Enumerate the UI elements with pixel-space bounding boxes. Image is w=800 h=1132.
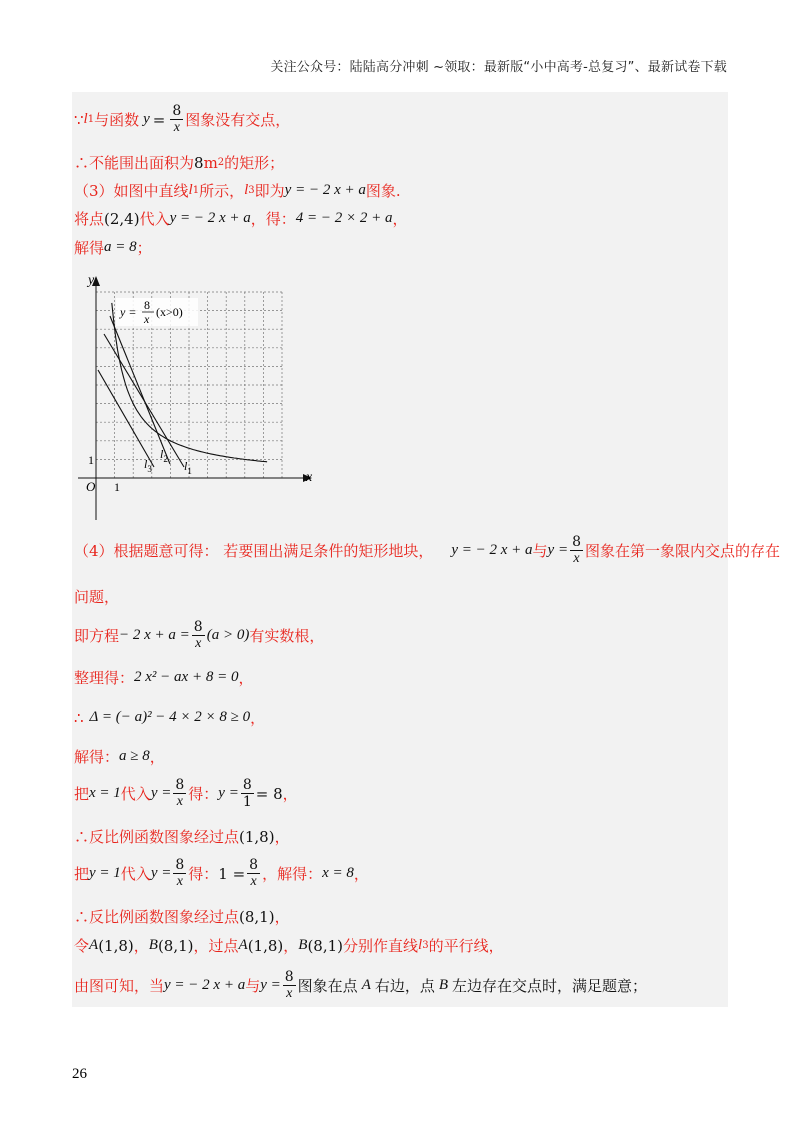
text: ， [274, 828, 290, 846]
math-expr: y = [218, 785, 239, 801]
fraction-8-over-x [173, 778, 186, 809]
text: 代入 [120, 865, 151, 883]
text: ， [353, 865, 369, 883]
math-expr: y = − 2 x + a [164, 977, 246, 993]
denominator: x [250, 874, 257, 889]
math-point: (8,1) [157, 936, 194, 955]
text: ， [282, 785, 298, 803]
math-eq: = [152, 110, 166, 129]
text: 解得： [74, 748, 120, 766]
y-axis-label: y [88, 273, 95, 288]
fraction-8-over-x [173, 858, 186, 889]
page-header: 关注公众号：陆陆高分冲刺 ~领取：最新版“小中高考-总复习”、最新试卷下载 [270, 60, 727, 75]
hyperbola-curve [112, 303, 267, 462]
point-A: A [89, 937, 99, 953]
math-expr: y = [150, 785, 172, 801]
line-10 [74, 707, 265, 728]
text: 即为 [254, 182, 285, 200]
text: 图象在第一象限内交点的存在 [584, 542, 780, 560]
numerator: 8 [175, 777, 185, 793]
math-expr: y = − 2 x + a [284, 182, 366, 198]
text: 代入 [120, 785, 151, 803]
page-number: 26 [72, 1066, 87, 1082]
math-expr: (a > 0) [206, 627, 250, 643]
math-l: l [418, 937, 423, 953]
text: 将点 [74, 210, 105, 228]
text: 图象在点 [297, 977, 358, 995]
math-l: l [244, 182, 249, 198]
point-B: B [148, 937, 158, 953]
math-expr: y = − 2 x + a [451, 542, 533, 558]
text: 由图可知，当 [74, 977, 165, 995]
fraction-8-over-x [283, 970, 296, 1001]
text: ∴反比例函数图象经过点 [74, 908, 240, 926]
math-point: (1,8) [247, 936, 284, 955]
math-expr: 2 x² − ax + 8 = 0 [134, 669, 239, 685]
text: ； [136, 239, 152, 257]
denominator: x [173, 120, 180, 135]
text: ，过点 [193, 937, 239, 955]
text: 所示， [199, 182, 245, 200]
unit: m [203, 153, 218, 172]
denominator: x [573, 551, 580, 566]
line-16 [74, 935, 504, 956]
text: 问题， [74, 588, 120, 606]
math-point: (1,8) [239, 827, 275, 846]
point-A: A [238, 937, 248, 953]
fraction-8-over-x [170, 104, 183, 135]
text: 把 [74, 785, 90, 803]
line-6 [74, 535, 780, 566]
curve-label-den: x [144, 312, 150, 326]
text: ∴反比例函数图象经过点 [74, 828, 240, 846]
denominator: x [176, 874, 183, 889]
text: ，解得： [262, 865, 323, 883]
line-14 [74, 858, 369, 889]
denominator: x [286, 986, 293, 1001]
numerator: 8 [284, 969, 294, 985]
text: ，得： [250, 210, 296, 228]
text: 的平行线， [428, 937, 504, 955]
math-expr: a = 8 [104, 239, 137, 255]
label-l3: $l_3$ [144, 457, 152, 474]
text: ， [133, 937, 149, 955]
math-expr: y = [150, 865, 172, 881]
text: 即方程 [74, 627, 120, 645]
math-expr: x = 1 [89, 785, 121, 801]
math-expr: a ≥ 8 [119, 748, 150, 764]
y-tick-1: 1 [88, 453, 94, 467]
line-7 [74, 586, 119, 607]
subscript: 3 [248, 185, 255, 196]
text: 图象没有交点， [185, 111, 291, 129]
subscript: 3 [422, 940, 429, 951]
line-1 [74, 104, 290, 135]
text: 分别作直线 [343, 937, 419, 955]
math-y: y [143, 111, 150, 127]
numerator: 8 [193, 619, 203, 635]
math-point: (8,1) [307, 936, 343, 955]
text: 得： [188, 785, 219, 803]
superscript: 2 [217, 157, 225, 168]
x-axis-label: x [306, 470, 313, 485]
curve-label-cond: (x>0) [156, 305, 183, 319]
text: 整理得： [74, 669, 135, 687]
math-point: (1,8) [98, 936, 134, 955]
math-expr: Δ = (− a)² − 4 × 2 × 8 ≥ 0 [89, 709, 251, 725]
text: 把 [74, 865, 90, 883]
math-expr: 1 = [218, 864, 246, 883]
subscript: 1 [192, 185, 200, 196]
text: 与 [532, 542, 548, 560]
text: ， [283, 937, 299, 955]
text: （3）如图中直线 [74, 182, 189, 200]
math-point: (8,1) [239, 907, 275, 926]
text: 有实数根， [249, 627, 325, 645]
line-11 [74, 746, 165, 767]
math-expr: y = [260, 977, 281, 993]
denominator: x [176, 794, 183, 809]
text: ， [250, 709, 266, 727]
function-graph-figure [74, 262, 324, 524]
line-8 [74, 620, 324, 651]
text: ， [238, 669, 254, 687]
line-5 [74, 237, 152, 258]
label-l1: $l_1$ [184, 459, 192, 476]
text: 图象. [365, 182, 401, 200]
origin-label: O [86, 479, 96, 494]
math-expr: y = 1 [89, 865, 121, 881]
text: ， [149, 748, 165, 766]
subscript: 1 [87, 114, 95, 125]
label-l2: $l_2$ [160, 447, 168, 464]
text: 的矩形； [224, 154, 285, 172]
math-expr: − 2 x + a = [119, 627, 190, 643]
text: 左边存在交点时，满足题意； [452, 977, 648, 995]
denominator: 1 [242, 794, 252, 810]
text: 解得 [74, 239, 105, 257]
math-l: l [83, 111, 88, 127]
text: （4）根据题意可得： 若要围出满足条件的矩形地块， [74, 542, 434, 560]
text: ∵ [74, 110, 84, 129]
fraction-8-over-x [192, 620, 205, 651]
math-expr: 4 = − 2 × 2 + a [295, 210, 393, 226]
math: 8 [194, 153, 204, 172]
line-13 [74, 826, 290, 847]
text: 右边，点 [374, 977, 435, 995]
curve-label-num: 8 [144, 298, 150, 312]
fraction-8-over-1 [241, 778, 254, 809]
line-15 [74, 906, 290, 927]
line-3 [74, 180, 401, 201]
denominator: x [195, 636, 202, 651]
text: 代入 [139, 210, 170, 228]
text: ∴不能围出面积为 [74, 154, 195, 172]
numerator: 8 [172, 103, 182, 119]
fraction-8-over-x [570, 535, 583, 566]
math-l: l [188, 182, 193, 198]
point-A: A [361, 977, 371, 993]
line-9 [74, 667, 253, 688]
text: 与函数 [94, 111, 140, 129]
text: 与 [245, 977, 261, 995]
numerator: 8 [249, 857, 259, 873]
math-expr: y = − 2 x + a [169, 210, 251, 226]
fraction-8-over-x [247, 858, 260, 889]
numerator: 8 [572, 534, 581, 550]
text: ， [392, 210, 408, 228]
line-4 [74, 208, 408, 229]
point-B: B [438, 977, 449, 993]
numerator: 8 [242, 777, 252, 793]
line-17 [74, 970, 647, 1001]
line-2 [74, 152, 284, 173]
text: 得： [188, 865, 219, 883]
point-B: B [298, 937, 308, 953]
x-tick-1: 1 [114, 480, 120, 494]
text: ， [274, 908, 290, 926]
math-expr: x = 8 [322, 865, 354, 881]
math-expr: y = [547, 542, 569, 558]
line-12 [74, 778, 298, 809]
text: 令 [74, 937, 90, 955]
text: ∴ [74, 708, 84, 727]
numerator: 8 [175, 857, 185, 873]
math-expr: = 8 [255, 784, 283, 803]
curve-label-y: y = [120, 305, 137, 319]
math-point: (2,4) [104, 209, 140, 228]
